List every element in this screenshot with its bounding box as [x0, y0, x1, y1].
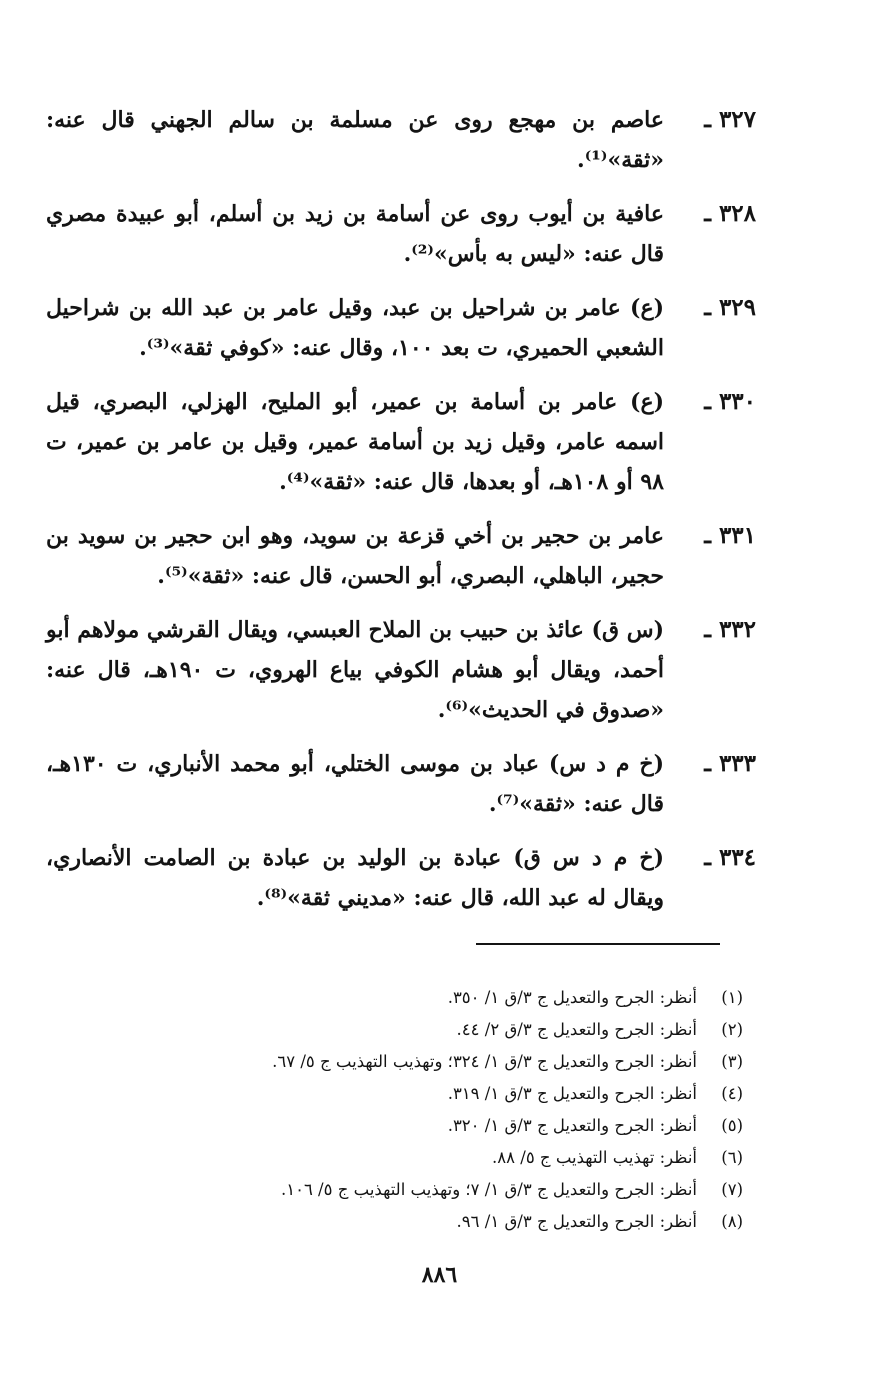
entry-text: عامر بن حجير بن أخي قزعة بن سويد، وهو ابن حجير بن سويد بن حجير، الباهلي، البصري، أبو الحسن، قال عنه: «ثقة»⁽⁵⁾. — [46, 523, 664, 589]
footnote-number: (١) — [721, 988, 743, 1007]
entry — [46, 516, 756, 596]
entry-number: ٣٣٢ ـ — [704, 616, 756, 643]
footnote — [183, 1014, 743, 1046]
footnote-number: (٢) — [721, 1020, 743, 1039]
entry-number: ٣٣٣ ـ — [704, 750, 756, 777]
entry — [46, 744, 756, 824]
footnote — [183, 982, 743, 1014]
entry-number: ٣٢٧ ـ — [704, 106, 756, 133]
footnote — [183, 1174, 743, 1206]
entry-number: ٣٣٤ ـ — [704, 844, 756, 871]
entry — [46, 100, 756, 180]
entry-number: ٣٣٠ ـ — [704, 388, 756, 415]
footnote — [183, 1142, 743, 1174]
footnote-text: أنظر: الجرح والتعديل ج ٣/ق ١/ ٣١٩. — [447, 1084, 697, 1103]
footnote — [183, 1046, 743, 1078]
footnote-number: (٧) — [721, 1180, 743, 1199]
footnote-number: (٨) — [721, 1212, 743, 1231]
entry — [46, 610, 756, 730]
footnote-number: (٣) — [721, 1052, 743, 1071]
entry-number: ٣٢٩ ـ — [704, 294, 756, 321]
entry-number: ٣٣١ ـ — [704, 522, 756, 549]
footnote-text: أنظر: الجرح والتعديل ج ٣/ق ١/ ٣٥٠. — [447, 988, 697, 1007]
entry-text: (ع) عامر بن شراحيل بن عبد، وقيل عامر بن عبد الله بن شراحيل الشعبي الحميري، ت بعد ١٠٠، وقال عنه: «كوفي ثقة»⁽³⁾. — [46, 295, 664, 361]
entry-text: (خ م د س ق) عبادة بن الوليد بن عبادة بن الصامت الأنصاري، ويقال له عبد الله، قال عنه: «مديني ثقة»⁽⁸⁾. — [46, 845, 664, 911]
footnote-text: أنظر: الجرح والتعديل ج ٣/ق ١/ ٣٢٠. — [447, 1116, 697, 1135]
footnote-text: أنظر: الجرح والتعديل ج ٣/ق ١/ ٣٢٤؛ وتهذيب التهذيب ج ٥/ ٦٧. — [272, 1052, 697, 1071]
footnote-number: (٦) — [721, 1148, 743, 1167]
footnote-text: أنظر: الجرح والتعديل ج ٣/ق ١/ ٩٦. — [456, 1212, 697, 1231]
biography-entries — [46, 100, 756, 932]
entry — [46, 838, 756, 918]
entry-text: (خ م د س) عباد بن موسى الختلي، أبو محمد الأنباري، ت ١٣٠هـ، قال عنه: «ثقة»⁽⁷⁾. — [46, 751, 664, 817]
footnote — [183, 1206, 743, 1238]
footnote-separator — [476, 943, 720, 945]
entry-text: (ع) عامر بن أسامة بن عمير، أبو المليح، الهزلي، البصري، قيل اسمه عامر، وقيل زيد بن أسامة عمير، وقيل بن عامر بن عمير، ت ٩٨ أو ١٠٨هـ، أو بعدها، قال عنه: «ثقة»⁽⁴⁾. — [46, 389, 664, 495]
footnote-text: أنظر: الجرح والتعديل ج ٣/ق ١/ ٧؛ وتهذيب التهذيب ج ٥/ ١٠٦. — [280, 1180, 697, 1199]
footnote-number: (٥) — [721, 1116, 743, 1135]
footnote — [183, 1110, 743, 1142]
entry-text: (س ق) عائذ بن حبيب بن الملاح العبسي، ويقال القرشي مولاهم أبو أحمد، ويقال أبو هشام الكوفي بياع الهروي، ت ١٩٠هـ، قال عنه: «صدوق في الحديث»⁽⁶⁾. — [46, 617, 664, 723]
footnote — [183, 1078, 743, 1110]
entry — [46, 288, 756, 368]
page-number: ٨٨٦ — [421, 1262, 458, 1288]
entry — [46, 382, 756, 502]
entry-number: ٣٢٨ ـ — [704, 200, 756, 227]
footnote-text: أنظر: تهذيب التهذيب ج ٥/ ٨٨. — [492, 1148, 697, 1167]
footnotes — [183, 982, 743, 1238]
entry — [46, 194, 756, 274]
entry-text: عافية بن أيوب روى عن أسامة بن زيد بن أسلم، أبو عبيدة مصري قال عنه: «ليس به بأس»⁽²⁾. — [46, 201, 664, 267]
footnote-text: أنظر: الجرح والتعديل ج ٣/ق ٢/ ٤٤. — [456, 1020, 697, 1039]
entry-text: عاصم بن مهجع روى عن مسلمة بن سالم الجهني قال عنه: «ثقة»⁽¹⁾. — [46, 107, 664, 173]
footnote-number: (٤) — [721, 1084, 743, 1103]
